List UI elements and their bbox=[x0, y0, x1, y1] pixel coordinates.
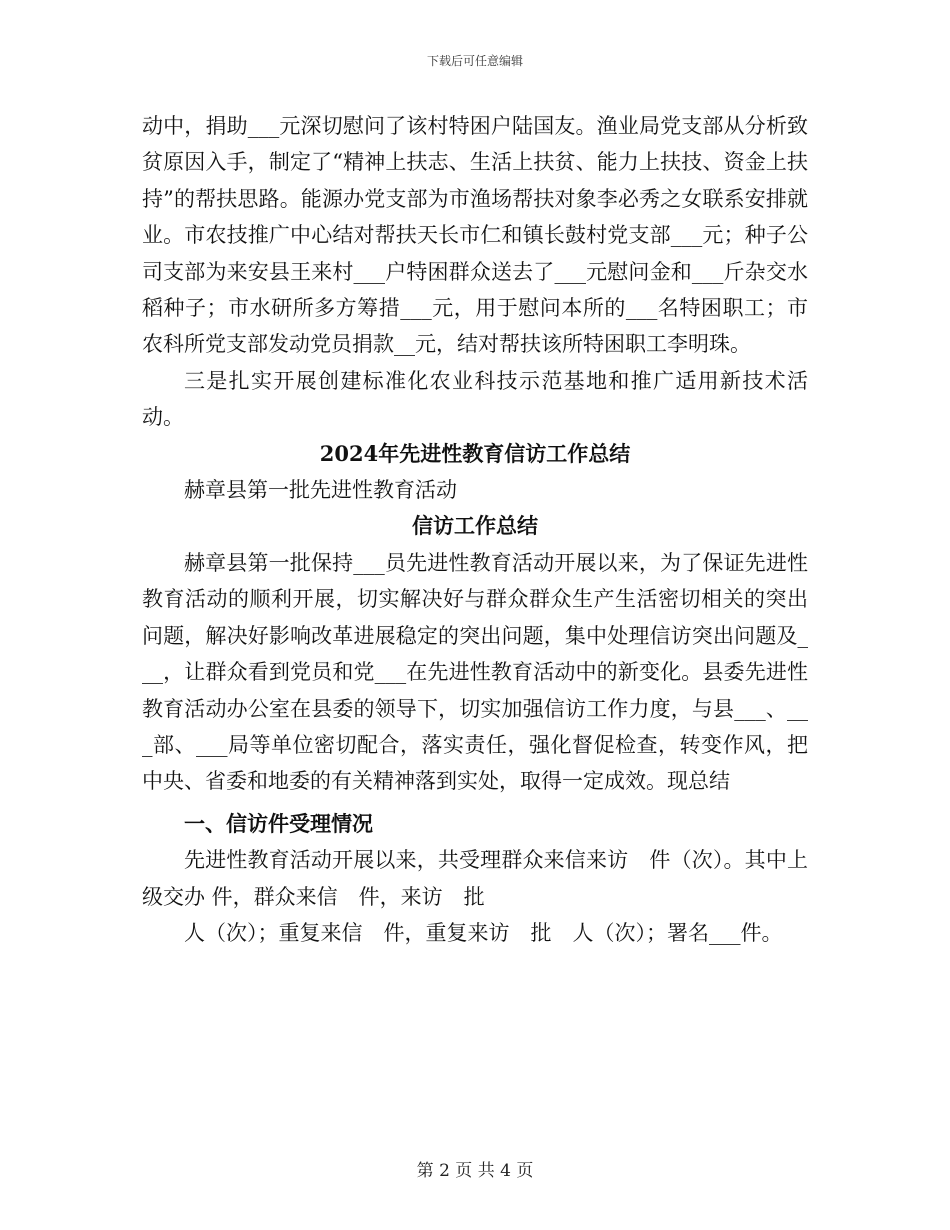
page-number: 第 2 页 共 4 页 bbox=[416, 1161, 534, 1181]
paragraph-5: 人（次）；重复来信 件，重复来访 批 人（次）；署名___件。 bbox=[184, 920, 783, 945]
document-body bbox=[142, 108, 808, 951]
section-heading-1: 一、信访件受理情况 bbox=[184, 810, 373, 836]
paragraph-4: 先进性教育活动开展以来，共受理群众来信来访 件（次）。其中上级交办 件，群众来信 件，来访 批 bbox=[142, 848, 808, 909]
document-title: 2024年先进性教育信访工作总结 bbox=[319, 440, 631, 466]
paragraph-2: 三是扎实开展创建标准化农业科技示范基地和推广适用新技术活动。 bbox=[142, 368, 808, 430]
document-title-2: 信访工作总结 bbox=[412, 513, 538, 539]
header-note: 下载后可任意编辑 bbox=[426, 54, 523, 68]
paragraph-3: 赫章县第一批保持___员先进性教育活动开展以来，为了保证先进性教育活动的顺利开展，切实解决好与群众群众生产生活密切相关的突出问题，解决好影响改革进展稳定的突出问题，集中处理信访突出问题及___，让群众看到党员和党___在先进性教育活动中的新变化。县委先进性教育活动办公室在县委的领导下，切实加强信访工作力度，与县___、___部、___局等单位密切配合，落实责任，强化督促检查，转变作风，把中央、省委和地委的有关精神落到实处，取得一定成效。现总结 bbox=[142, 550, 808, 794]
document-subtitle: 赫章县第一批先进性教育活动 bbox=[184, 478, 457, 503]
paragraph-1: 动中，捐助___元深切慰问了该村特困户陆国友。渔业局党支部从分析致贫原因入手，制定了“精神上扶志、生活上扶贫、能力上扶技、资金上扶持”的帮扶思路。能源办党支部为市渔场帮扶对象李必秀之女联系安排就业。市农技推广中心结对帮扶天长市仁和镇长鼓村党支部___元；种子公司支部为来安县王来村___户特困群众送去了___元慰问金和___斤杂交水稻种子；市水研所多方筹措___元，用于慰问本所的___名特困职工；市农科所党支部发动党员捐款__元，结对帮扶该所特困职工李明珠。 bbox=[142, 114, 808, 357]
